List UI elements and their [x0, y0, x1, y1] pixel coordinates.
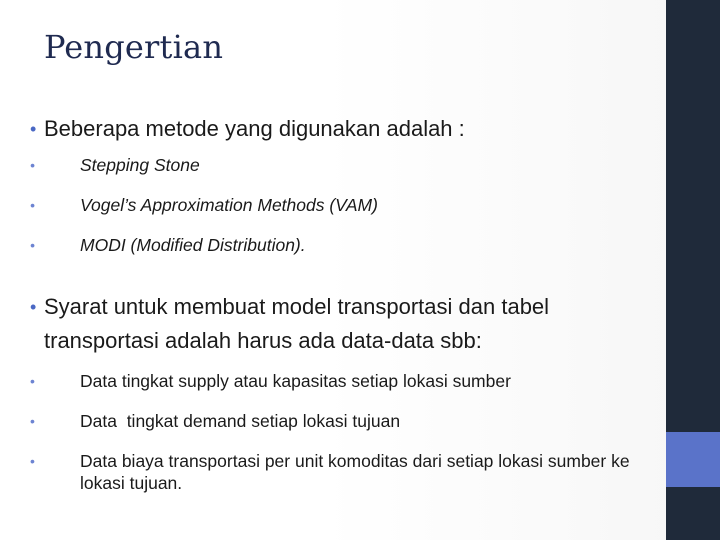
bullet-dot-icon: •: [30, 157, 35, 173]
list-item: [30, 410, 656, 432]
bullet-dot-icon: •: [30, 119, 37, 139]
bullet-requirements: [30, 290, 656, 358]
sidebar-accent-block: [666, 432, 720, 487]
bullet-dot-icon: •: [30, 453, 35, 469]
bullet-dot-icon: •: [30, 197, 35, 213]
list-item: [30, 450, 656, 494]
list-item: [30, 154, 656, 176]
bullet-group-requirements: [30, 290, 656, 494]
slide-title: Pengertian: [44, 28, 224, 66]
bullet-dot-icon: •: [30, 297, 37, 317]
list-item-text: Data tingkat supply atau kapasitas setiap lokasi sumber: [80, 371, 511, 391]
sidebar-band: [666, 0, 720, 540]
bullet-dot-icon: •: [30, 237, 35, 253]
methods-list: [30, 154, 656, 256]
list-item-text: Data tingkat demand setiap lokasi tujuan: [80, 411, 401, 431]
bullet-methods-text: Beberapa metode yang digunakan adalah :: [44, 116, 465, 141]
list-item-text: MODI (Modified Distribution).: [80, 235, 306, 255]
bullet-dot-icon: •: [30, 413, 35, 429]
list-item: [30, 370, 656, 392]
list-item-text: Stepping Stone: [80, 155, 200, 175]
bullet-group-methods: [30, 112, 656, 256]
requirements-list: [30, 370, 656, 494]
list-item-text: Data biaya transportasi per unit komoditas dari setiap lokasi sumber ke lokasi tujuan.: [80, 451, 630, 493]
list-item-text: Vogel’s Approximation Methods (VAM): [80, 195, 378, 215]
list-item: [30, 234, 656, 256]
bullet-requirements-text: Syarat untuk membuat model transportasi dan tabel transportasi adalah harus ada data-data sbb:: [44, 294, 550, 353]
bullet-methods: [30, 112, 656, 146]
bullet-dot-icon: •: [30, 373, 35, 389]
slide-content: [30, 112, 656, 512]
list-item: [30, 194, 656, 216]
